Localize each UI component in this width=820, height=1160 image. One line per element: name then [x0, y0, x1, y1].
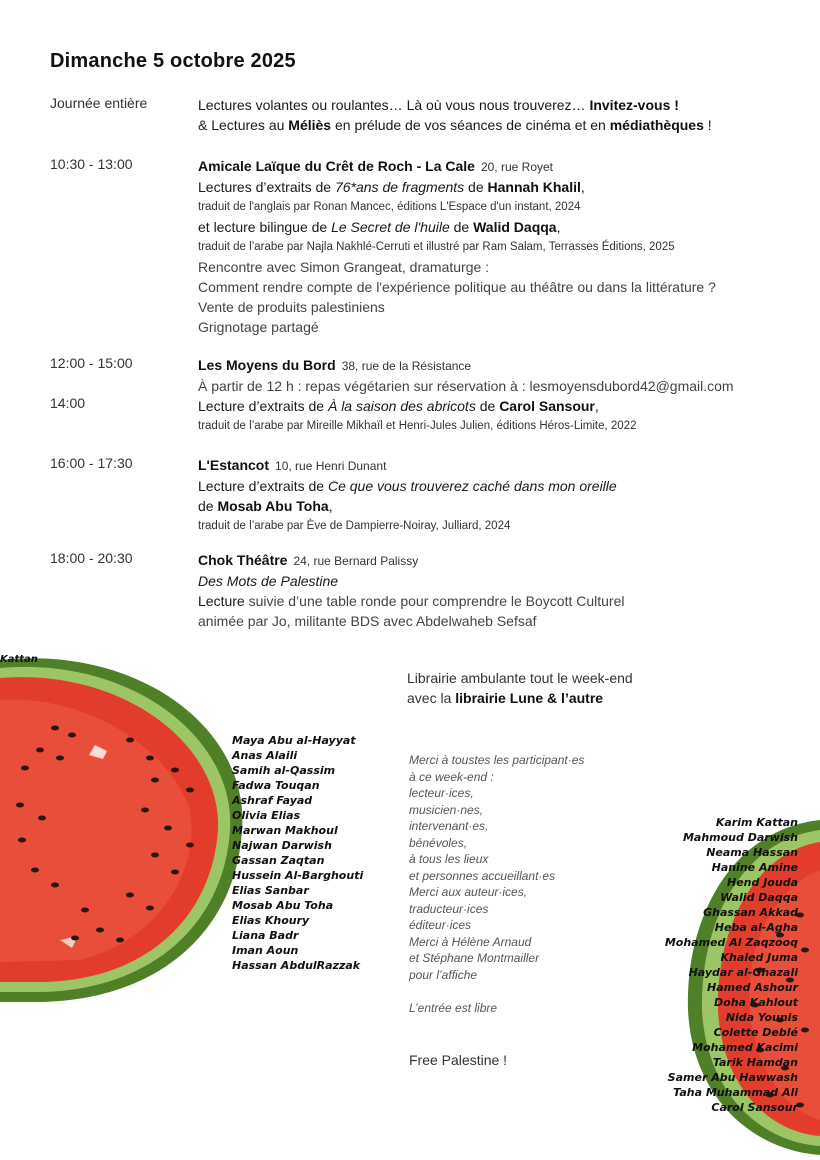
- author-name: Gassan Zaqtan: [232, 854, 325, 867]
- author-name: Najwan Darwish: [232, 839, 332, 852]
- author-name: Khaled Juma: [720, 951, 798, 964]
- venue-address: 38, rue de la Résistance: [341, 359, 472, 373]
- translation-credit: traduit de l’arabe par Najla Nakhlé-Cerruti et illustré par Ram Salam, Terrasses Éditions, 2025: [198, 241, 675, 253]
- author-name: Olivia Elias: [232, 809, 301, 822]
- schedule-description: [198, 355, 798, 436]
- author-name: Elias Sanbar: [232, 884, 309, 897]
- author-name: Karim Kattan: [715, 816, 798, 829]
- author-name: Heba al-Agha: [714, 921, 798, 934]
- book-title: Ce que vous trouverez caché dans mon oreille: [327, 478, 617, 494]
- event-detail: À partir de 12 h : repas végétarien sur réservation à : lesmoyensdubord42@gmail.com: [198, 378, 734, 394]
- text: Lectures d’extraits de: [198, 179, 335, 195]
- author-name: Anas Alaili: [232, 749, 298, 762]
- author-name: Hussein Al-Barghouti: [232, 869, 364, 882]
- thanks-line: L’entrée est libre: [409, 1000, 498, 1015]
- author-name: Marwan Makhoul: [232, 824, 338, 837]
- venue-address: 20, rue Royet: [480, 160, 553, 174]
- author-name: Samih al-Qassim: [232, 764, 336, 777]
- schedule-time: 16:00 - 17:30: [50, 455, 133, 471]
- text: Lecture: [198, 593, 245, 609]
- thanks-line: pour l’affiche: [409, 967, 478, 982]
- bookshop-notice: [407, 668, 633, 708]
- book-title: 76*ans de fragments: [334, 179, 465, 195]
- event-detail: Vente de produits palestiniens: [198, 299, 385, 315]
- emphasis: Invitez-vous !: [589, 97, 679, 113]
- event-detail: Grignotage partagé: [198, 319, 319, 335]
- book-title: Le Secret de l'huile: [331, 219, 450, 235]
- schedule-description: [198, 550, 798, 631]
- text: ,: [556, 219, 561, 235]
- text: ,: [594, 398, 599, 414]
- text: de: [449, 219, 474, 235]
- page-title: Dimanche 5 octobre 2025: [50, 50, 296, 72]
- names-left-list: [232, 733, 363, 973]
- thanks-line: intervenant·es,: [409, 819, 489, 833]
- event-detail: Rencontre avec Simon Grangeat, dramaturge :: [198, 259, 490, 275]
- bookshop-name: librairie Lune & l’autre: [455, 690, 604, 706]
- author-name: Mohamed Al Zaqzooq: [664, 936, 798, 949]
- author-name: Ashraf Fayad: [232, 794, 313, 807]
- author-name: Colette Deblé: [713, 1026, 798, 1039]
- event-title: Des Mots de Palestine: [198, 573, 339, 589]
- names-left-top: Kattan: [0, 654, 38, 665]
- text: ,: [580, 179, 585, 195]
- watermelon-left-illustration: [0, 640, 260, 1020]
- author-name: Samer Abu Hawwash: [667, 1071, 798, 1084]
- thanks-line: lecteur·ices,: [409, 786, 474, 800]
- text: de: [464, 179, 488, 195]
- translation-credit: traduit de l'anglais par Ronan Mancec, éditions L'Espace d'un instant, 2024: [198, 201, 581, 213]
- thanks-line: bénévoles,: [409, 835, 468, 850]
- author-name: Carol Sansour: [499, 398, 595, 414]
- text: suivie d’une table ronde pour comprendre le Boycott Culturel: [244, 593, 625, 609]
- author-name: Maya Abu al-Hayyat: [232, 734, 356, 747]
- author-name: Walid Daqqa: [720, 891, 798, 904]
- schedule-time: Journée entière: [50, 95, 148, 111]
- thanks-line: Merci à toustes les participant·es: [409, 753, 585, 767]
- thanks-line: et Stéphane Montmailler: [409, 951, 540, 965]
- schedule-description: [198, 156, 798, 337]
- text: de: [475, 398, 500, 414]
- schedule-description: [198, 95, 798, 135]
- translation-credit: traduit de l’arabe par Ève de Dampierre-Noiray, Julliard, 2024: [198, 520, 511, 532]
- venue-name: Chok Théâtre: [198, 552, 288, 568]
- author-name: Iman Aoun: [232, 944, 299, 957]
- text: en prélude de vos séances de cinéma et en: [331, 117, 610, 133]
- thanks-line: musicien·nes,: [409, 802, 484, 817]
- thanks-line: et personnes accueillant·es: [409, 868, 556, 883]
- author-name: Tarik Hamdan: [712, 1056, 798, 1069]
- venue-name: Les Moyens du Bord: [198, 357, 336, 373]
- text: Lecture d’extraits de: [198, 398, 328, 414]
- thanks-line: traducteur·ices: [409, 901, 489, 916]
- text: Lectures volantes ou roulantes… Là où vous nous trouverez…: [198, 97, 590, 113]
- event-detail: Comment rendre compte de l'expérience politique au théâtre ou dans la littérature ?: [198, 279, 716, 295]
- thanks-line: Merci aux auteur·ices,: [409, 885, 528, 899]
- schedule-time-secondary: 14:00: [50, 395, 86, 411]
- bookshop-line: Librairie ambulante tout le week-end: [407, 670, 633, 686]
- book-title: À la saison des abricots: [327, 398, 476, 414]
- author-name: Taha Muhammad Ali: [673, 1086, 798, 1099]
- closing-text: Free Palestine !: [409, 1052, 508, 1068]
- author-name: Walid Daqqa: [473, 219, 557, 235]
- author-name: Nida Younis: [725, 1011, 798, 1024]
- schedule-time: 18:00 - 20:30: [50, 550, 133, 566]
- author-name: Haydar al-Ghazali: [688, 966, 798, 979]
- text: !: [703, 117, 712, 133]
- schedule-time: 12:00 - 15:00: [50, 355, 133, 371]
- author-name: Hend Jouda: [727, 876, 798, 889]
- author-name: Neama Hassan: [706, 846, 798, 859]
- author-name: Mahmoud Darwish: [682, 831, 798, 844]
- author-name: Fadwa Touqan: [232, 779, 320, 792]
- author-name: Elias Khoury: [232, 914, 310, 927]
- thanks-line: éditeur·ices: [409, 918, 472, 932]
- author-name: Hamed Ashour: [707, 981, 798, 994]
- text: de: [198, 498, 218, 514]
- author-name: Hassan AbdulRazzak: [232, 959, 361, 972]
- schedule-time: 10:30 - 13:00: [50, 156, 133, 172]
- thanks-block: [409, 752, 584, 1016]
- text: et lecture bilingue de: [198, 219, 332, 235]
- venue-address: 24, rue Bernard Palissy: [293, 554, 419, 568]
- thanks-line: [409, 983, 584, 1000]
- venue-name: L'Estancot: [198, 457, 270, 473]
- thanks-line: à ce week-end :: [409, 769, 494, 784]
- author-name: Hanine Amine: [711, 861, 798, 874]
- author-name: Ghassan Akkad: [703, 906, 798, 919]
- author-name: Hannah Khalil: [487, 179, 581, 195]
- emphasis: Méliès: [288, 117, 332, 133]
- translation-credit: traduit de l’arabe par Mireille Mikhaïl et Henri-Jules Julien, éditions Héros-Limite, 2022: [198, 420, 637, 432]
- text: avec la: [407, 690, 456, 706]
- author-name: Mosab Abu Toha: [217, 498, 329, 514]
- text: & Lectures au: [198, 117, 289, 133]
- venue-name: Amicale Laïque du Crêt de Roch - La Cale: [198, 158, 475, 174]
- text: Lecture d’extraits de: [198, 478, 328, 494]
- event-detail: animée par Jo, militante BDS avec Abdelwaheb Sefsaf: [198, 613, 537, 629]
- author-name: Mohamed Kacimi: [692, 1041, 798, 1054]
- text: ,: [328, 498, 333, 514]
- author-name: Mosab Abu Toha: [232, 899, 334, 912]
- venue-address: 10, rue Henri Dunant: [275, 459, 387, 473]
- author-name: Carol Sansour: [711, 1101, 798, 1114]
- thanks-line: à tous les lieux: [409, 852, 489, 866]
- emphasis: médiathèques: [609, 117, 704, 133]
- author-name: Liana Badr: [232, 929, 299, 942]
- thanks-line: Merci à Hélène Arnaud: [409, 934, 532, 949]
- names-right-list: [665, 815, 798, 1115]
- author-name: Doha Kahlout: [714, 996, 798, 1009]
- schedule-description: [198, 455, 798, 536]
